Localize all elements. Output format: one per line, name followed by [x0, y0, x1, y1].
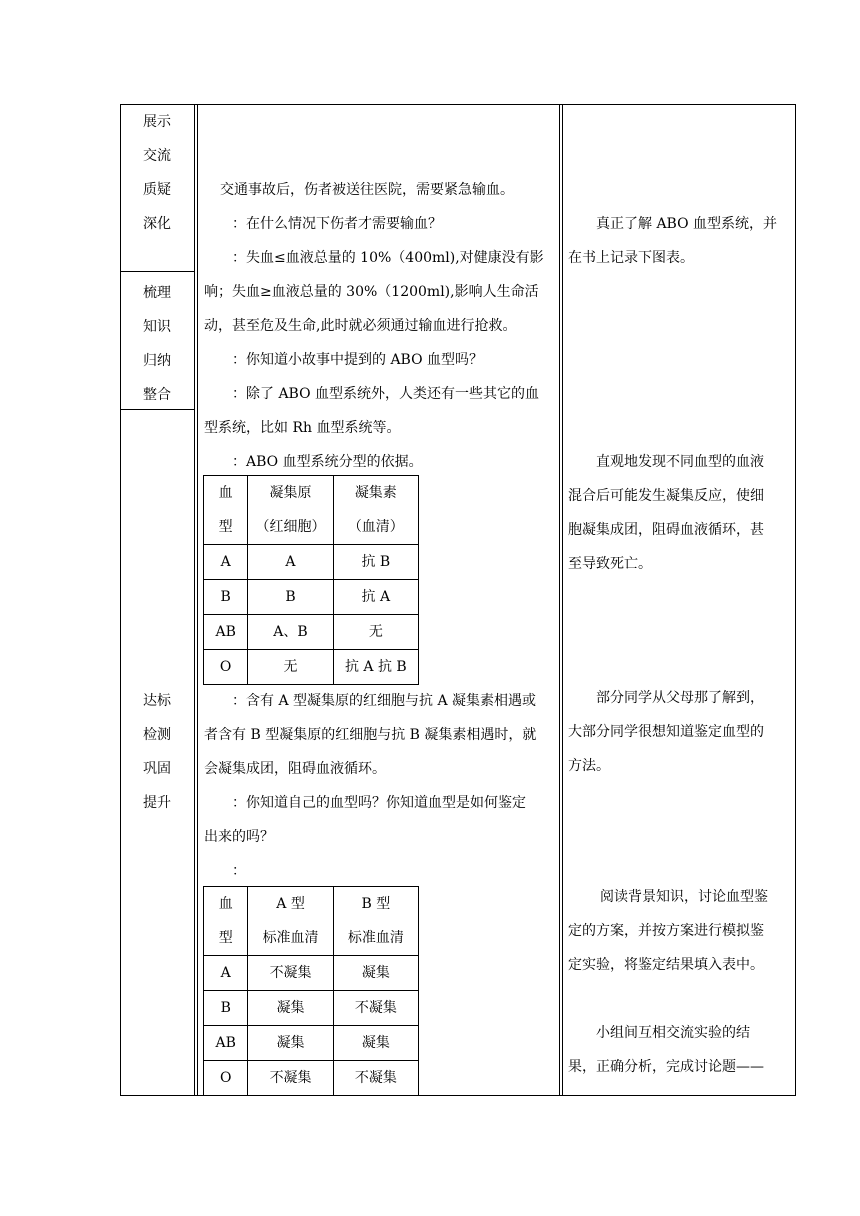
table-cell: 抗 B	[333, 545, 418, 580]
stage-divider-1	[120, 271, 194, 272]
table-cell: AB	[204, 615, 248, 650]
table-header-cell: 凝集素 （血清）	[333, 476, 418, 545]
goal-1-line: 在书上记录下图表。	[568, 250, 694, 266]
stage-2-char: 梳理	[143, 285, 171, 301]
table-cell: 凝集	[248, 1026, 333, 1061]
table-row	[204, 545, 419, 580]
goal-3	[568, 681, 790, 783]
goal-1-line: 真正了解 ABO 血型系统，并	[596, 216, 778, 232]
table-header-cell: B 型 标准血清	[333, 887, 418, 956]
goal-4-line: 定的方案，并按方案进行模拟鉴	[568, 923, 764, 939]
goal-4	[568, 880, 790, 982]
table-cell: O	[204, 650, 248, 685]
frame-col2b	[562, 104, 563, 1096]
table-header-cell: 凝集原 （红细胞）	[248, 476, 333, 545]
frame-col2	[559, 104, 560, 1096]
answer-2-line: ：除了 ABO 血型系统外，人类还有一些其它的血	[232, 386, 540, 402]
table-cell: B	[204, 580, 248, 615]
goal-2-line: 胞凝集成团，阻碍血液循环，甚	[568, 522, 764, 538]
stage-3-char: 巩固	[143, 761, 171, 777]
table-header-cell: 血 型	[204, 887, 248, 956]
table-cell: B	[204, 991, 248, 1026]
answer-2-line: 型系统，比如 Rh 血型系统等。	[204, 420, 401, 436]
explanation-line: 者含有 B 型凝集原的红细胞与抗 B 凝集素相遇时，就	[204, 727, 537, 743]
stage-3-char: 提升	[143, 795, 171, 811]
explanation-line: 会凝集成团，阻碍血液循环。	[204, 761, 386, 777]
table-row	[204, 956, 419, 991]
question-2: ：你知道小故事中提到的 ABO 血型吗？	[232, 352, 484, 368]
table-cell: 不凝集	[333, 991, 418, 1026]
frame-left	[120, 104, 121, 1096]
question-3-line: ：你知道自己的血型吗？你知道血型是如何鉴定	[232, 795, 526, 811]
frame-right	[795, 104, 796, 1096]
table-cell: 不凝集	[248, 956, 333, 991]
table-cell: AB	[204, 1026, 248, 1061]
goal-3-line: 大部分同学很想知道鉴定血型的	[568, 724, 764, 740]
stage-2-char: 知识	[143, 319, 171, 335]
table-cell: A	[204, 956, 248, 991]
goal-3-line: 部分同学从父母那了解到，	[596, 690, 764, 706]
goal-2-line: 至导致死亡。	[568, 556, 652, 572]
answer-1-line: ：失血≤血液总量的 10%（400ml),对健康没有影	[232, 250, 544, 266]
table-cell: 不凝集	[248, 1061, 333, 1096]
table-cell: 凝集	[248, 991, 333, 1026]
answer-2	[204, 377, 554, 445]
table-header-cell: 血 型	[204, 476, 248, 545]
table-header-row	[204, 476, 419, 545]
table-cell: 凝集	[333, 1026, 418, 1061]
stage-1-char: 交流	[143, 148, 171, 164]
table-cell: 无	[248, 650, 333, 685]
stage-3-char: 检测	[143, 727, 171, 743]
table-cell: A	[248, 545, 333, 580]
table-cell: 凝集	[333, 956, 418, 991]
stage-2-char: 归纳	[143, 353, 171, 369]
stage-1-char: 深化	[143, 216, 171, 232]
question-3	[204, 786, 554, 854]
table-row	[204, 991, 419, 1026]
table-cell: 无	[333, 615, 418, 650]
stage-1-char: 质疑	[143, 182, 171, 198]
stage-label-3	[120, 684, 194, 820]
answer-1-line: 动，甚至危及生命,此时就必须通过输血进行抢救。	[204, 318, 517, 334]
agglutination-explanation	[204, 684, 554, 786]
frame-col1	[194, 104, 195, 1096]
goal-2-line: 直观地发现不同血型的血液	[596, 454, 764, 470]
stage-label-2	[120, 276, 194, 412]
table-row	[204, 1026, 419, 1061]
basis-heading: ：ABO 血型系统分型的依据。	[232, 454, 423, 470]
table-cell: 不凝集	[333, 1061, 418, 1096]
stage-1-char: 展示	[143, 114, 171, 130]
table-header-cell: A 型 标准血清	[248, 887, 333, 956]
goal-4-line: 阅读背景知识，讨论血型鉴	[600, 889, 768, 905]
goal-2	[568, 445, 790, 581]
table-header-row	[204, 887, 419, 956]
table-row	[204, 1061, 419, 1096]
question-3-line: 出来的吗？	[204, 829, 274, 845]
answer-1	[204, 241, 554, 343]
table-cell: A	[204, 545, 248, 580]
goal-5	[568, 1016, 790, 1084]
table-cell: O	[204, 1061, 248, 1096]
table-row	[204, 650, 419, 685]
table-cell: A、B	[248, 615, 333, 650]
goal-5-line: 果，正确分析，完成讨论题——	[568, 1059, 764, 1075]
table-cell: B	[248, 580, 333, 615]
explanation-line: ：含有 A 型凝集原的红细胞与抗 A 凝集素相遇或	[232, 693, 537, 709]
goal-3-line: 方法。	[568, 758, 610, 774]
abo-typing-table	[203, 475, 419, 685]
table-cell: 抗 A	[333, 580, 418, 615]
answer-1-line: 响；失血≥血液总量的 30%（1200ml),影响人生命活	[204, 284, 539, 300]
table-row	[204, 615, 419, 650]
frame-col1b	[197, 104, 198, 1096]
goal-4-line: 定实验，将鉴定结果填入表中。	[568, 957, 764, 973]
blood-typing-result-table	[203, 886, 419, 1096]
answer-3-prefix: ：	[232, 863, 246, 879]
stage-3-char: 达标	[143, 693, 171, 709]
question-1: ：在什么情况下伤者才需要输血？	[232, 216, 442, 232]
story-paragraph: 交通事故后，伤者被送往医院，需要紧急输血。	[220, 182, 514, 198]
table-cell: 抗 A 抗 B	[333, 650, 418, 685]
table-row	[204, 580, 419, 615]
goal-5-line: 小组间互相交流实验的结	[596, 1025, 750, 1041]
goal-1	[568, 207, 790, 275]
frame-top	[120, 104, 796, 105]
stage-2-char: 整合	[143, 387, 171, 403]
goal-2-line: 混合后可能发生凝集反应，使细	[568, 488, 764, 504]
stage-label-1	[120, 105, 194, 241]
